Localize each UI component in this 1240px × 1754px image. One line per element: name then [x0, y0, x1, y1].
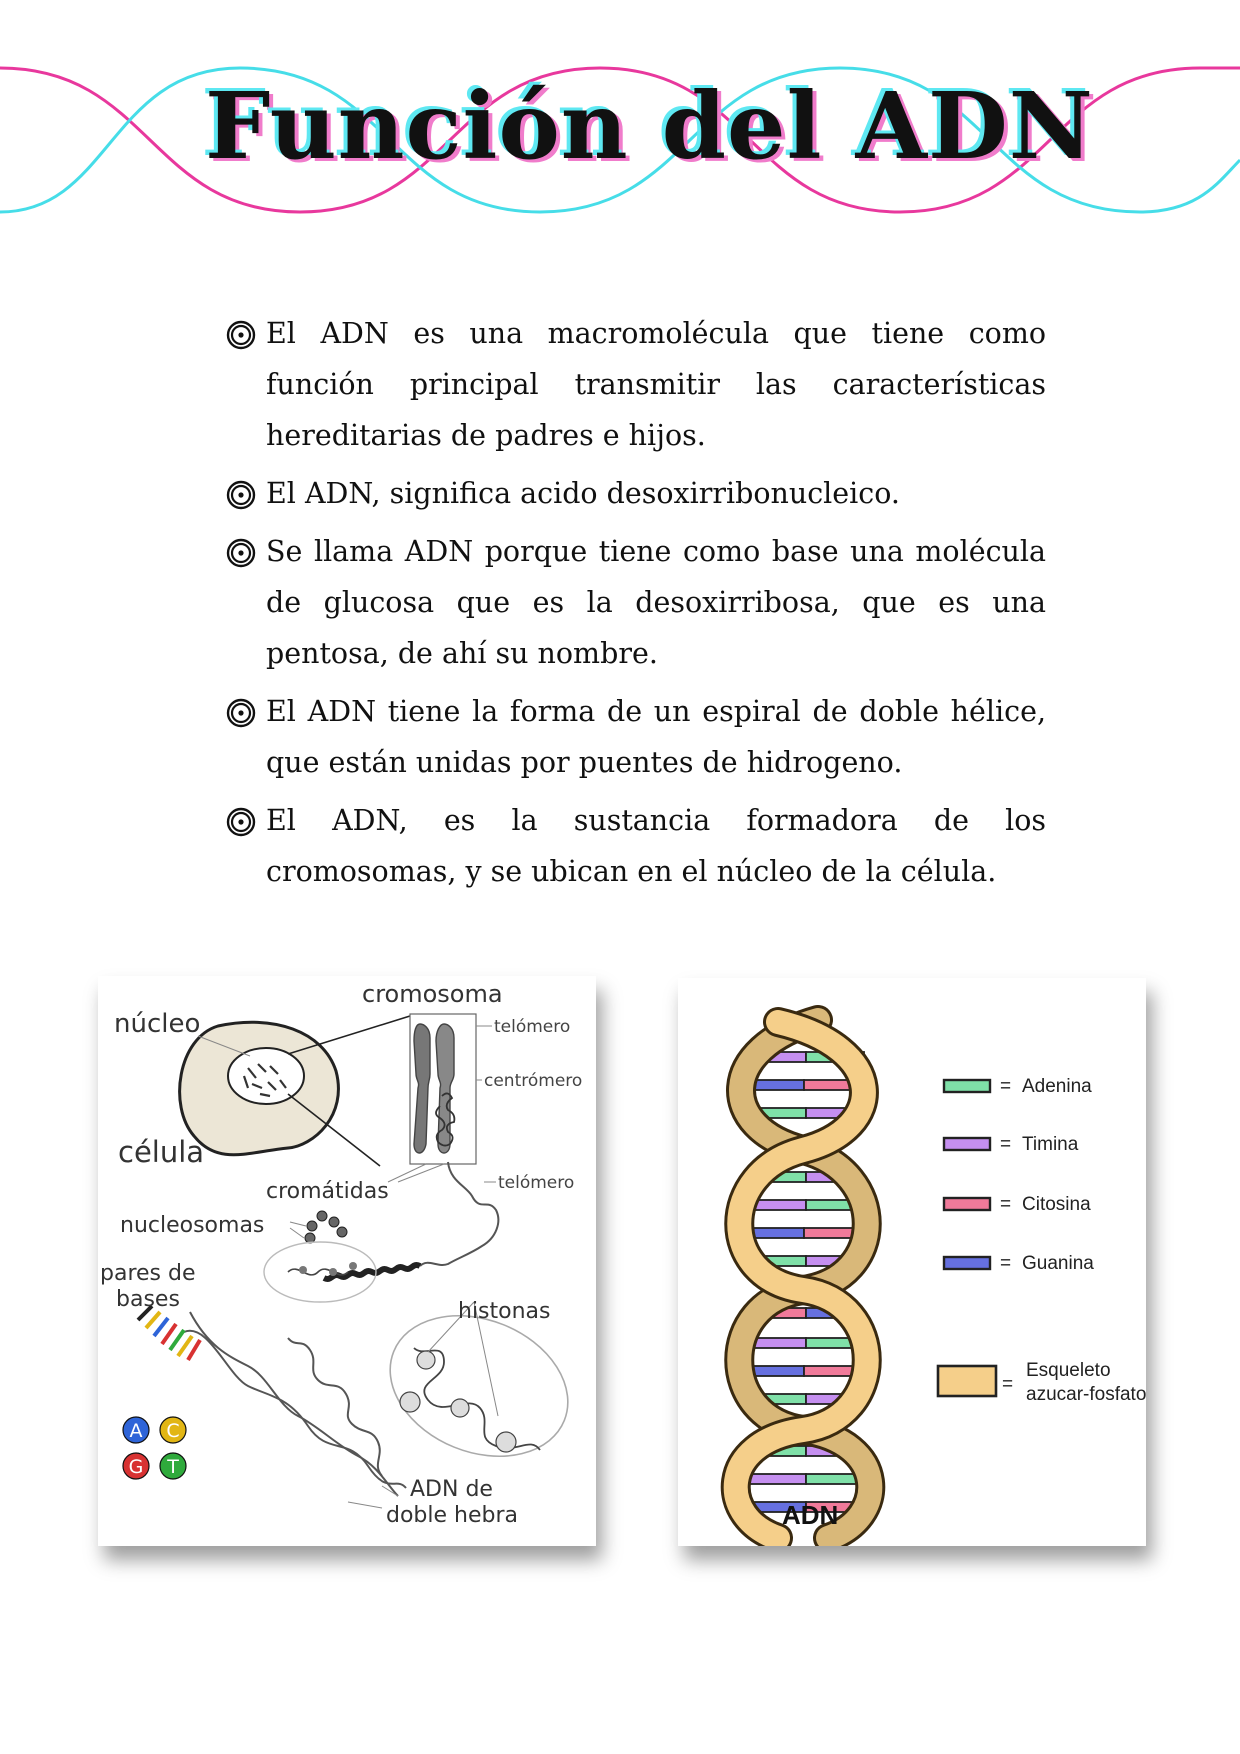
- label-pares-line1: pares de: [100, 1261, 196, 1286]
- legend-label-esqueleto-line2: azucar-fosfato: [1026, 1384, 1146, 1405]
- label-histonas: histonas: [458, 1299, 551, 1324]
- list-item: [226, 308, 1046, 461]
- list-item: [226, 686, 1046, 788]
- legend-swatch-guanina: [944, 1257, 990, 1269]
- label-nucleo: núcleo: [114, 1009, 201, 1039]
- label-cromosoma: cromosoma: [362, 980, 503, 1008]
- label-pares-line2: bases: [116, 1287, 180, 1312]
- label-telomero-top: telómero: [494, 1017, 571, 1037]
- chromatin-fiber: [420, 1162, 498, 1266]
- chromosome-diagram-figure: [98, 976, 596, 1546]
- base-label: G: [128, 1456, 144, 1478]
- label-nucleosomas: nucleosomas: [120, 1213, 265, 1238]
- legend-eq: =: [1000, 1253, 1012, 1274]
- spiral-bullet-icon: [226, 320, 256, 350]
- label-centromero: centrómero: [484, 1071, 583, 1091]
- label-telomero-mid: telómero: [498, 1173, 575, 1193]
- helix-caption: ADN: [782, 1500, 839, 1530]
- dna-strand: [288, 1338, 382, 1476]
- base-label: T: [167, 1456, 179, 1478]
- legend-label-adenina: Adenina: [1022, 1076, 1092, 1097]
- label-cromatidas: cromátidas: [266, 1179, 389, 1204]
- chromatid-left: [414, 1024, 430, 1153]
- list-item: [226, 468, 1046, 519]
- legend-label-citosina: Citosina: [1022, 1194, 1091, 1215]
- legend-swatch-adenina: [944, 1080, 990, 1092]
- legend-label-timina: Timina: [1022, 1134, 1079, 1155]
- bullet-text: El ADN, significa acido desoxirribonucleico.: [266, 477, 900, 510]
- legend-swatch-citosina: [944, 1198, 990, 1210]
- legend-eq: =: [1000, 1076, 1012, 1097]
- bead-string: [288, 1269, 348, 1275]
- coiled-fiber: [324, 1265, 420, 1279]
- bullet-list: [226, 308, 1046, 904]
- label-adn-line2: doble hebra: [386, 1503, 518, 1528]
- bullet-text: El ADN, es la sustancia formadora de los cromosomas, y se ubican en el núcleo de la célula.: [266, 804, 1046, 888]
- spiral-bullet-icon: [226, 538, 256, 568]
- bullet-text: El ADN tiene la forma de un espiral de doble hélice, que están unidas por puentes de hidrogeno.: [266, 695, 1046, 779]
- list-item: [226, 795, 1046, 897]
- base-label: A: [129, 1420, 143, 1442]
- legend-eq: =: [1000, 1194, 1012, 1215]
- nucleosome-beads: [305, 1211, 347, 1243]
- label-celula: célula: [118, 1135, 205, 1169]
- label-adn-line1: ADN de: [410, 1477, 493, 1502]
- legend-swatch-timina: [944, 1138, 990, 1150]
- dna-helix-figure: [678, 978, 1146, 1546]
- list-item: [226, 526, 1046, 679]
- spiral-bullet-icon: [226, 698, 256, 728]
- legend-eq: =: [1000, 1134, 1012, 1155]
- double-helix: [184, 1312, 406, 1496]
- legend-label-esqueleto-line1: Esqueleto: [1026, 1360, 1111, 1381]
- spiral-bullet-icon: [226, 807, 256, 837]
- chromosome-diagram: [98, 976, 596, 1546]
- bullet-text: Se llama ADN porque tiene como base una molécula de glucosa que es la desoxirribosa, que es una pentosa, de ahí su nombre.: [266, 535, 1046, 670]
- legend-swatch-esqueleto: [938, 1366, 996, 1396]
- legend-eq: =: [1002, 1374, 1014, 1395]
- spiral-bullet-icon: [226, 480, 256, 510]
- legend-label-guanina: Guanina: [1022, 1253, 1094, 1274]
- base-label: C: [166, 1420, 180, 1442]
- page-title: Función del ADN: [205, 72, 1094, 180]
- bullet-text: El ADN es una macromolécula que tiene como función principal transmitir las características hereditarias de padres e hijos.: [266, 317, 1046, 452]
- histone-cores: [400, 1351, 516, 1452]
- dna-helix-diagram: [678, 978, 1146, 1546]
